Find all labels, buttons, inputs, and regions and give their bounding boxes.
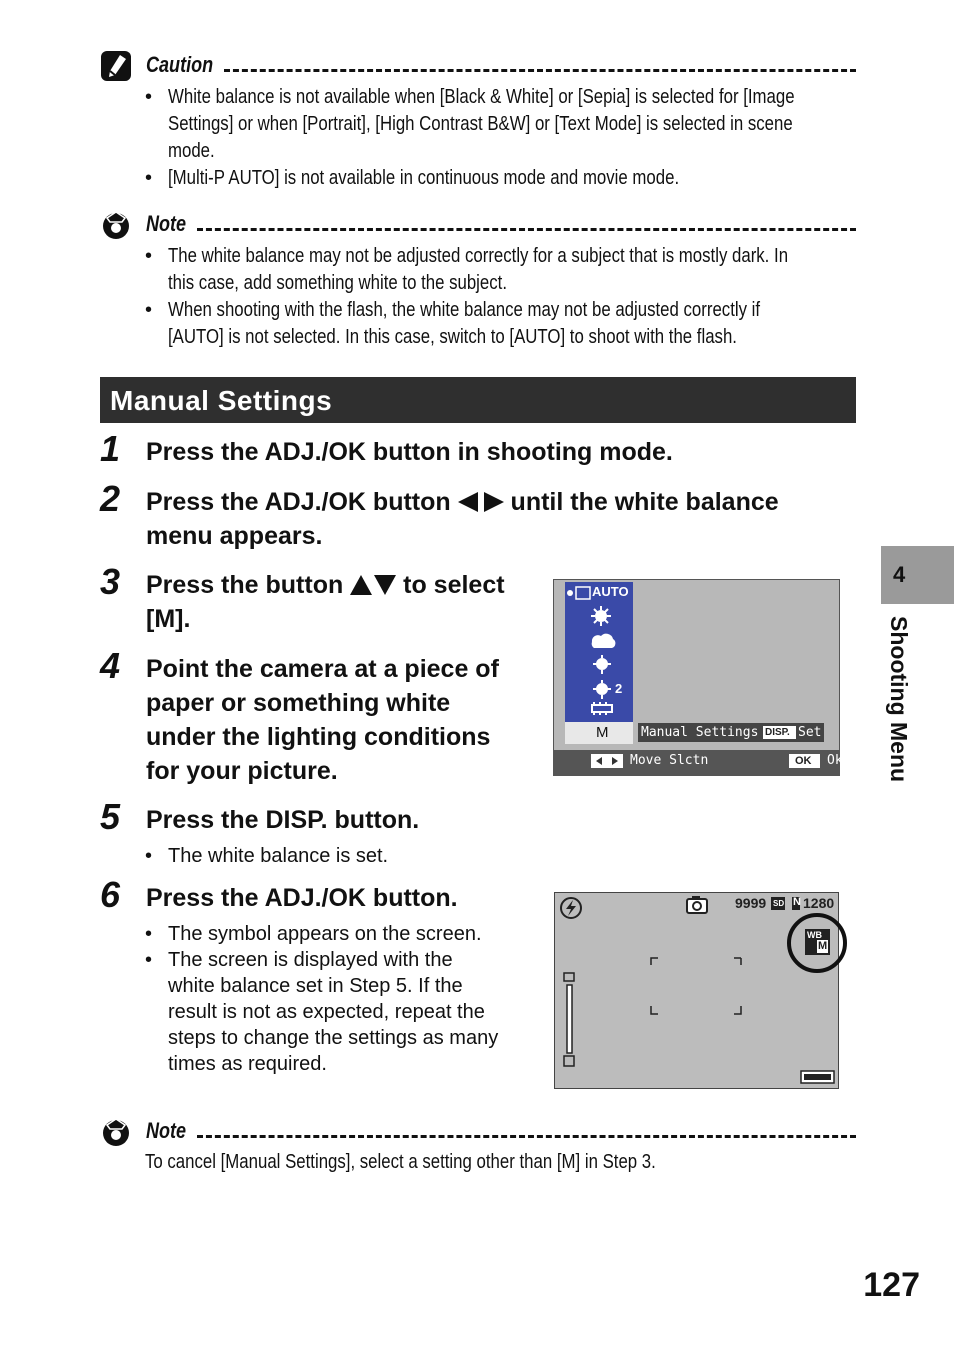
wb-manual-label: M bbox=[596, 724, 609, 741]
camera-mode-icon bbox=[687, 896, 707, 913]
chapter-number: 4 bbox=[893, 562, 906, 587]
caution-label: Caution bbox=[146, 52, 214, 77]
caution-header bbox=[100, 50, 856, 82]
step-2-number: 2 bbox=[100, 478, 121, 519]
note-2-header bbox=[100, 1116, 856, 1148]
note-header bbox=[100, 209, 856, 241]
quality-label: N bbox=[793, 896, 801, 908]
white-balance-menu-screen bbox=[553, 579, 843, 776]
section-title: Manual Settings bbox=[110, 385, 333, 416]
wb-m-label: M bbox=[818, 940, 828, 952]
note-2-label: Note bbox=[146, 1118, 187, 1143]
af-frame bbox=[651, 958, 741, 1014]
step-3-text: Press the button to select [M]. bbox=[146, 571, 505, 633]
step-3-number: 3 bbox=[100, 561, 121, 602]
step-5-number: 5 bbox=[100, 796, 121, 837]
note-2-icon bbox=[100, 1116, 132, 1148]
step-6-number: 6 bbox=[100, 874, 121, 915]
note-label: Note bbox=[146, 211, 187, 236]
sd-label: SD bbox=[773, 899, 785, 908]
section-title-bar bbox=[100, 377, 856, 423]
disp-key-label: DISP. bbox=[765, 727, 790, 738]
image-size: 1280 bbox=[803, 895, 835, 911]
up-down-arrows-icon bbox=[350, 575, 396, 595]
shots-remaining: 9999 bbox=[735, 895, 767, 911]
manual-settings-text: Manual Settings bbox=[641, 725, 759, 740]
caution-divider bbox=[224, 69, 856, 72]
left-right-arrows-icon bbox=[458, 492, 504, 512]
chapter-tab bbox=[881, 546, 954, 604]
shooting-screen bbox=[554, 892, 839, 1089]
zoom-bar bbox=[564, 973, 574, 1066]
move-selection-text: Move Slctn bbox=[630, 753, 709, 768]
sunlight-icon bbox=[591, 606, 611, 626]
wb-label: WB bbox=[807, 930, 822, 940]
note-2-divider bbox=[197, 1135, 856, 1138]
left-right-key-icon bbox=[591, 754, 623, 768]
set-text: Set bbox=[798, 725, 822, 740]
note-2-text: To cancel [Manual Settings], select a setting other than [M] in Step 3. bbox=[145, 1151, 656, 1173]
ok-text: Ok bbox=[827, 753, 843, 768]
step-5-text: Press the DISP. button. bbox=[146, 806, 420, 834]
ok-key-label: OK bbox=[795, 755, 812, 767]
step-4-number: 4 bbox=[100, 645, 121, 686]
note-divider bbox=[197, 228, 856, 231]
step-4-text: Point the camera at a piece of paper or something white under the lighting conditions for your picture. bbox=[146, 655, 499, 785]
wb-auto-label: AUTO bbox=[592, 584, 629, 599]
step-2-text: Press the ADJ./OK button until the white balance menu appears. bbox=[146, 488, 779, 550]
chapter-label: Shooting Menu bbox=[886, 616, 912, 783]
step-1-text: Press the ADJ./OK button in shooting mode. bbox=[146, 438, 673, 466]
step-6-text: Press the ADJ./OK button. bbox=[146, 884, 458, 912]
step-1-number: 1 bbox=[100, 428, 121, 469]
note-icon bbox=[100, 209, 132, 241]
page-number: 127 bbox=[863, 1266, 920, 1304]
caution-icon bbox=[100, 50, 132, 82]
wb-tungsten-2-label: 2 bbox=[615, 681, 623, 696]
